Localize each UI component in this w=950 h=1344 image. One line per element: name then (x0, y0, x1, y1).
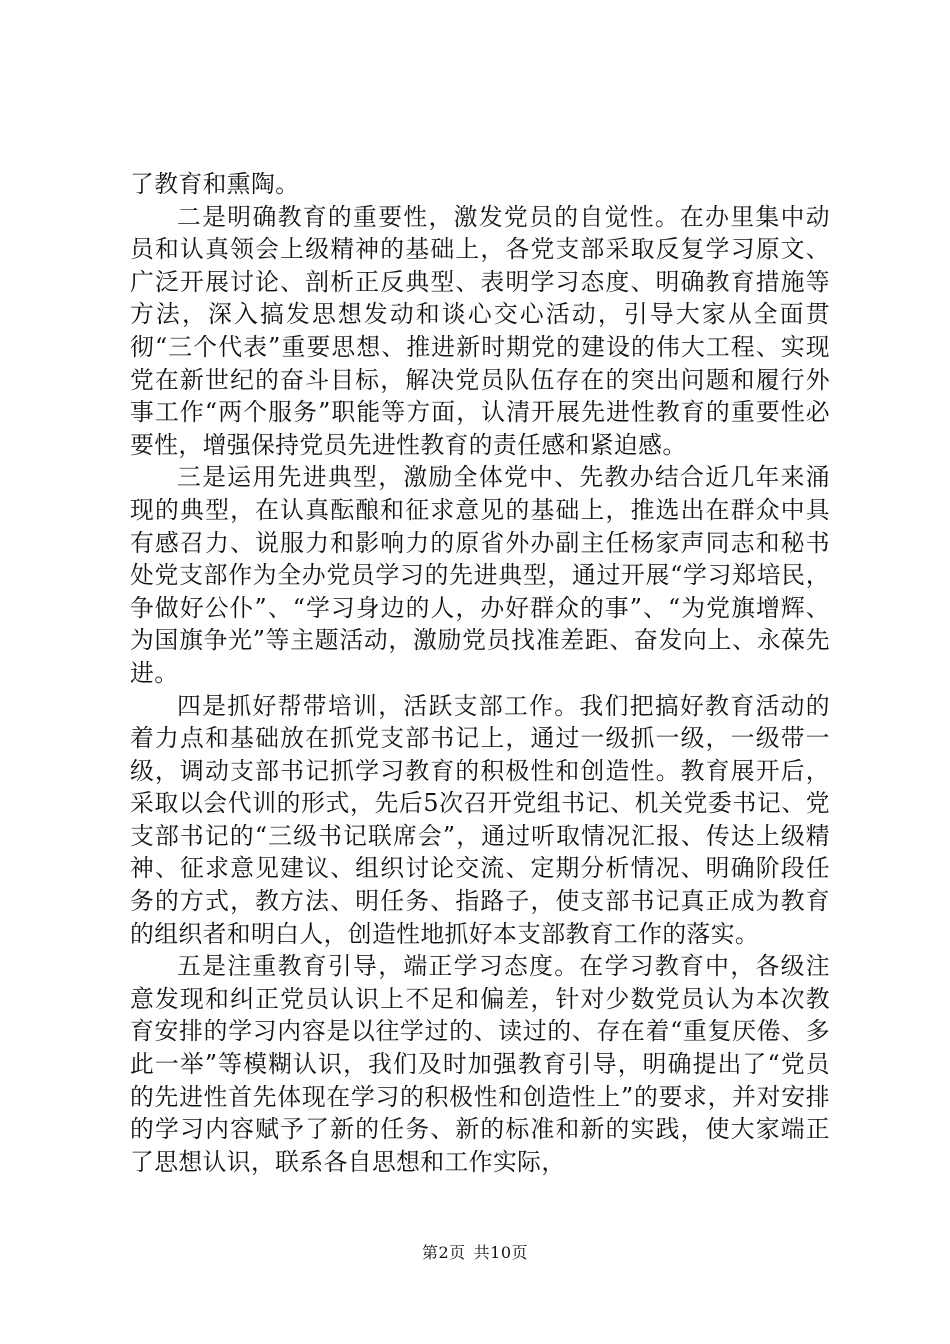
paragraph-4: 四是抓好帮带培训，活跃支部工作。我们把搞好教育活动的着力点和基础放在抓党支部书记上，通过一级抓一级，一级带一级，调动支部书记抓学习教育的积极性和创造性。教育展开后，采取以会代训的形式，先后5次召开党组书记、机关党委书记、党支部书记的“三级书记联席会”，通过听取情况汇报、传达上级精神、征求意见建议、组织讨论交流、定期分析情况、明确阶段任务的方式，教方法、明任务、指路子，使支部书记真正成为教育的组织者和明白人，创造性地抓好本支部教育工作的落实。 (130, 691, 830, 948)
paragraph-3: 三是运用先进典型，激励全体党中、先教办结合近几年来涌现的典型，在认真酝酿和征求意见的基础上，推选出在群众中具有感召力、说服力和影响力的原省外办副主任杨家声同志和秘书处党支部作为全办党员学习的先进典型，通过开展“学习郑培民，争做好公仆”、“学习身边的人，办好群众的事”、“为党旗增辉、为国旗争光”等主题活动，激励党员找准差距、奋发向上、永葆先进。 (130, 463, 830, 687)
page-total: 共10页 (473, 1243, 529, 1262)
paragraph-2: 二是明确教育的重要性，激发党员的自觉性。在办里集中动员和认真领会上级精神的基础上，各党支部采取反复学习原文、广泛开展讨论、剖析正反典型、表明学习态度、明确教育措施等方法，深入搞发思想发动和谈心交心活动，引导大家从全面贯彻“三个代表”重要思想、推进新时期党的建设的伟大工程、实现党在新世纪的奋斗目标，解决党员队伍存在的突出问题和履行外事工作“两个服务”职能等方面，认清开展先进性教育的重要性必要性，增强保持党员先进性教育的责任感和紧迫感。 (130, 202, 830, 459)
paragraph-1: 了教育和熏陶。 (130, 170, 300, 198)
document-body (130, 168, 830, 1178)
page-footer (0, 1243, 950, 1263)
paragraph-5: 五是注重教育引导，端正学习态度。在学习教育中，各级注意发现和纠正党员认识上不足和偏差，针对少数党员认为本次教育安排的学习内容是以往学过的、读过的、存在着“重复厌倦、多此一举”等模糊认识，我们及时加强教育引导，明确提出了“党员的先进性首先体现在学习的积极性和创造性上”的要求，并对安排的学习内容赋予了新的任务、新的标准和新的实践，使大家端正了思想认识，联系各自思想和工作实际， (130, 952, 830, 1176)
page-number: 第2页 (421, 1243, 466, 1262)
